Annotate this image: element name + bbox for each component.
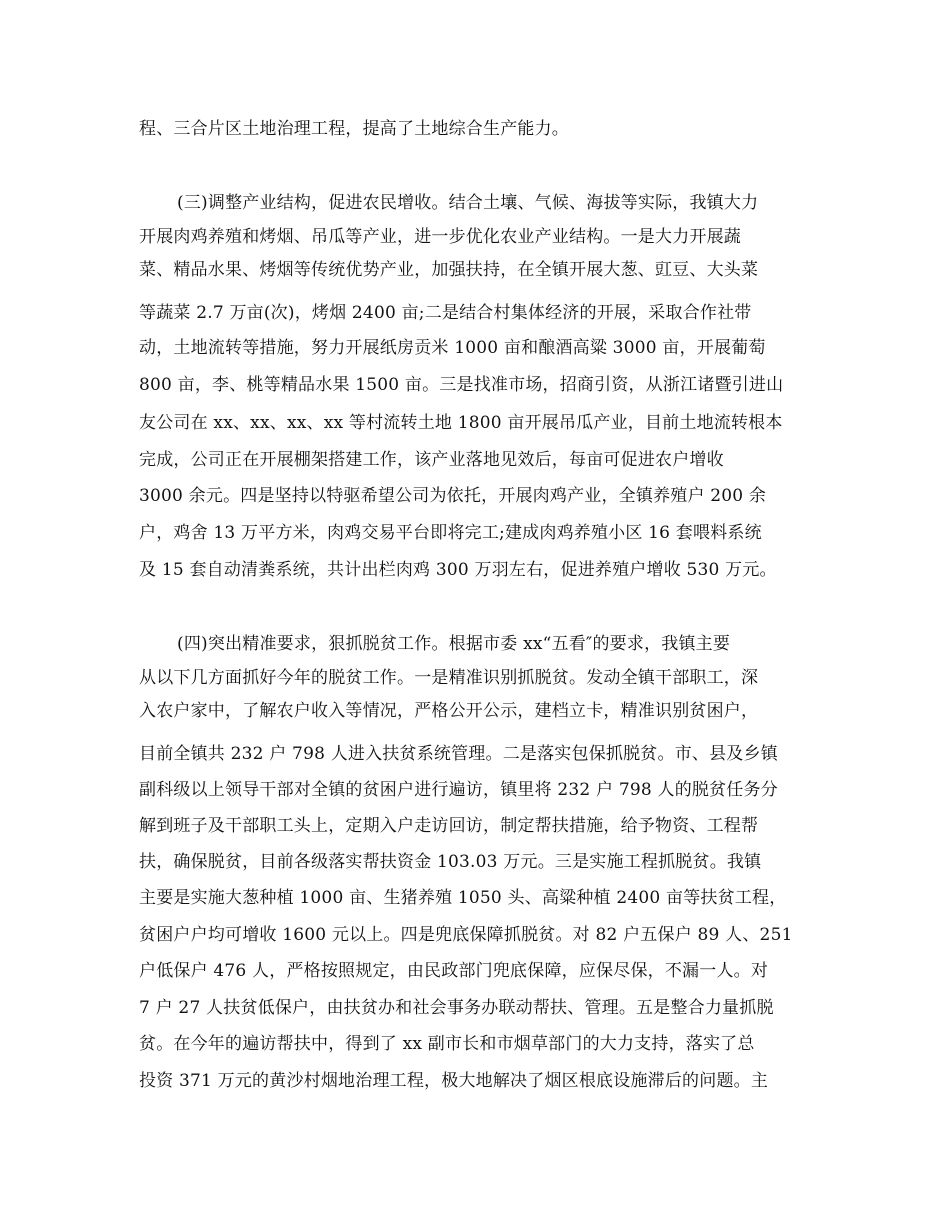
text-line: 菜、精品水果、烤烟等传统优势产业，加强扶持，在全镇开展大葱、豇豆、大头菜 — [139, 260, 759, 280]
text-line: 动，土地流转等措施，努力开展纸房贡米 1000 亩和酿酒高粱 3000 亩，开展葡萄 — [139, 338, 766, 358]
text-line: 从以下几方面抓好今年的脱贫工作。一是精准识别抓脱贫。发动全镇干部职工，深 — [139, 668, 759, 688]
text-line: 目前全镇共 232 户 798 人进入扶贫系统管理。二是落实包保抓脱贫。市、县及乡镇 — [139, 744, 778, 764]
text-line: 投资 371 万元的黄沙村烟地治理工程，极大地解决了烟区根底设施滞后的问题。主 — [139, 1071, 769, 1091]
text-line: 副科级以上领导干部对全镇的贫困户进行遍访，镇里将 232 户 798 人的脱贫任务分 — [139, 780, 778, 800]
text-line: 程、三合片区土地治理工程，提高了土地综合生产能力。 — [139, 119, 569, 139]
text-line: 主要是实施大葱种植 1000 亩、生猪养殖 1050 头、高粱种植 2400 亩等扶贫工程， — [139, 888, 787, 908]
text-line: 3000 余元。四是坚持以特驱希望公司为依托，开展肉鸡产业，全镇养殖户 200 余 — [139, 486, 767, 506]
text-line: 扶，确保脱贫，目前各级落实帮扶资金 103.03 万元。三是实施工程抓脱贫。我镇 — [139, 852, 762, 872]
text-line: 完成，公司正在开展棚架搭建工作，该产业落地见效后，每亩可促进农户增收 — [139, 450, 724, 470]
text-line: 入农户家中，了解农户收入等情况，严格公开公示，建档立卡，精准识别贫困户， — [139, 701, 759, 721]
text-line: 及 15 套自动清粪系统，共计出栏肉鸡 300 万羽左右，促进养殖户增收 530 万元。 — [139, 560, 777, 580]
text-line: 7 户 27 人扶贫低保户，由扶贫办和社会事务办联动帮扶、管理。五是整合力量抓脱 — [139, 998, 774, 1018]
text-line: 友公司在 xx、xx、xx、xx 等村流转土地 1800 亩开展吊瓜产业，目前土地流转根本 — [139, 413, 783, 433]
text-line: 贫。在今年的遍访帮扶中，得到了 xx 副市长和市烟草部门的大力支持，落实了总 — [139, 1034, 755, 1054]
text-line: 等蔬菜 2.7 万亩(次)，烤烟 2400 亩;二是结合村集体经济的开展，采取合作社带 — [139, 303, 752, 323]
text-line: 800 亩，李、桃等精品水果 1500 亩。三是找准市场，招商引资，从浙江诸暨引进山 — [139, 375, 784, 395]
text-line: 户低保户 476 人，严格按照规定，由民政部门兜底保障，应保尽保，不漏一人。对 — [139, 961, 769, 981]
text-line: 解到班子及干部职工头上，定期入户走访回访，制定帮扶措施，给予物资、工程帮 — [139, 816, 759, 836]
text-line: (三)调整产业结构，促进农民增收。结合土壤、气候、海拔等实际，我镇大力 — [177, 193, 759, 213]
text-line: 户，鸡舍 13 万平方米，肉鸡交易平台即将完工;建成肉鸡养殖小区 16 套喂料系统 — [139, 523, 762, 543]
text-line: (四)突出精准要求，狠抓脱贫工作。根据市委 xx“五看″的要求，我镇主要 — [177, 634, 731, 654]
text-line: 贫困户户均可增收 1600 元以上。四是兜底保障抓脱贫。对 82 户五保户 89 人、251 — [139, 925, 793, 945]
text-line: 开展肉鸡养殖和烤烟、吊瓜等产业，进一步优化农业产业结构。一是大力开展蔬 — [139, 227, 741, 247]
